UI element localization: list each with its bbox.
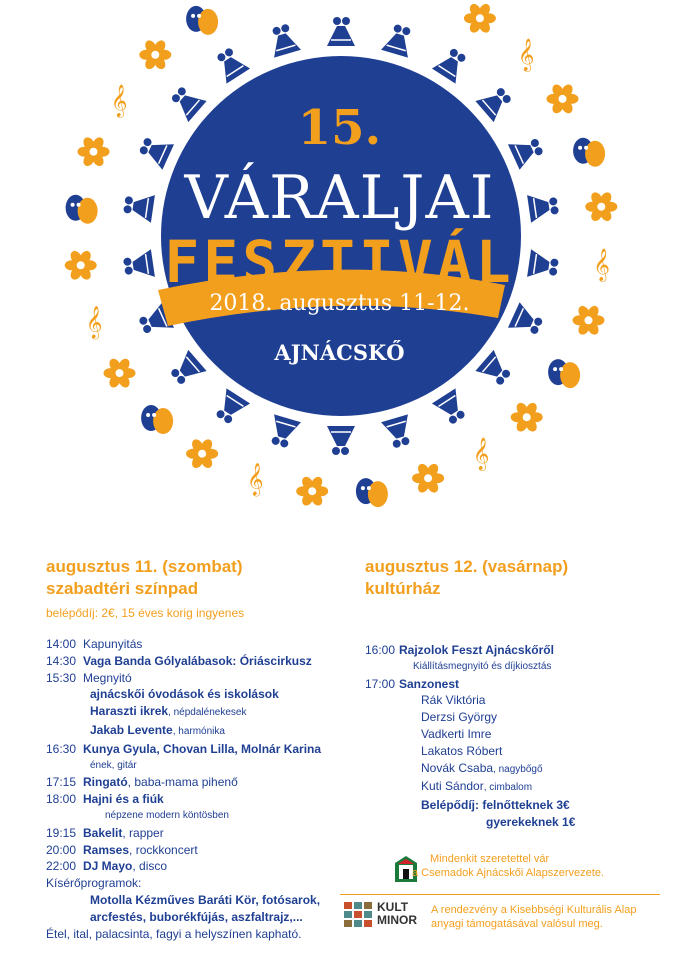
flower-icon <box>139 38 171 71</box>
side-program-line: Motolla Kézműves Baráti Kör, fotósarok, <box>90 892 321 907</box>
program-row: 20:00 Ramses , rockkoncert <box>46 842 198 857</box>
divider <box>340 894 660 895</box>
dancing-couple-icon <box>211 44 250 84</box>
svg-text:𝄞: 𝄞 <box>517 38 535 71</box>
dancing-couple-icon <box>211 388 250 428</box>
dancing-couple-icon <box>432 388 471 428</box>
dancing-couple-icon <box>432 44 471 84</box>
time: 16:00 <box>365 643 396 657</box>
time: 20:00 <box>46 842 77 857</box>
treble-clef-icon <box>473 437 490 471</box>
edition-number: 15. <box>297 100 382 156</box>
time: 14:00 <box>46 637 77 651</box>
flower-icon <box>511 401 543 434</box>
performer: Novák Csaba, nagybőgő <box>421 760 543 775</box>
time: 17:00 <box>365 676 396 691</box>
event: Kunya Gyula, Chovan Lilla, Molnár Karina <box>83 741 322 756</box>
time: 16:30 <box>46 741 77 756</box>
flower-icon <box>186 437 218 470</box>
time: 14:30 <box>46 653 77 668</box>
day2-venue: kultúrház <box>365 579 441 598</box>
theater-masks-icon <box>186 6 218 35</box>
festival-date: 2018. augusztus 11-12. <box>209 291 470 316</box>
treble-clef-icon <box>247 463 264 497</box>
event: Megnyitó <box>83 670 132 685</box>
festival-word: FESZTIVÁL <box>164 228 515 296</box>
svg-text:𝄞: 𝄞 <box>247 462 264 496</box>
time: 19:15 <box>46 825 77 840</box>
program-row: 18:00 Hajni és a fiúk <box>46 792 164 807</box>
time: 22:00 <box>46 859 77 874</box>
kultminor-logo: KULT MINOR <box>343 900 428 928</box>
performer: Vadkerti Imre <box>421 726 492 741</box>
svg-text:𝄞: 𝄞 <box>472 437 490 471</box>
dancing-couple-icon <box>381 22 416 58</box>
side-program-line: arcfestés, buborékfújás, aszfaltrajz,... <box>90 909 303 924</box>
dancing-couple-icon <box>327 426 355 455</box>
dancing-couple-icon <box>266 414 301 450</box>
program-row <box>46 636 346 653</box>
day1-venue: szabadtéri színpad <box>46 579 199 598</box>
flower-icon <box>464 2 496 35</box>
program-row: 17:15 Ringató , baba-mama pihenő <box>46 775 238 790</box>
svg-text:𝄞: 𝄞 <box>593 248 610 282</box>
food-note: Étel, ital, palacsinta, fagyi a helyszínen kapható. <box>46 926 302 941</box>
performer: Kuti Sándor, cimbalom <box>421 779 533 794</box>
svg-text:𝄞: 𝄞 <box>110 83 128 117</box>
dancing-couple-icon <box>266 22 301 58</box>
event: Kapunyitás <box>83 637 143 651</box>
event: Vaga Banda Gólyalábasok: Óriáscirkusz <box>83 653 312 668</box>
dancing-couple-icon <box>381 414 416 450</box>
program-row: 19:15 Bakelit , rapper <box>46 825 164 840</box>
performer: Derzsi György <box>421 710 498 725</box>
performer: Haraszti ikrek, népdalénekesek <box>90 704 247 719</box>
festival-title: VÁRALJAI <box>184 163 495 233</box>
program-row <box>46 653 346 670</box>
treble-clef-icon <box>518 38 535 72</box>
day2-title: augusztus 12. (vasárnap) <box>365 557 569 576</box>
time: 18:00 <box>46 792 77 807</box>
program-row <box>46 670 346 687</box>
price-line: gyerekeknek 1€ <box>486 814 576 829</box>
flower-icon <box>296 475 328 508</box>
performer: ajnácskői óvodások és iskolások <box>90 687 279 702</box>
theater-masks-icon <box>356 478 388 507</box>
dancing-couple-icon <box>327 17 355 46</box>
festival-place: AJNÁCSKŐ <box>274 340 405 365</box>
day1-program <box>46 556 346 942</box>
price-line: Belépődíj: felnőtteknek 3€ <box>421 798 570 813</box>
program-row: 22:00 DJ Mayo , disco <box>46 859 168 874</box>
program-row: 17:00 Sanzonest <box>365 676 460 691</box>
day2-program <box>365 556 665 831</box>
program-row <box>46 741 346 758</box>
kultminor-grid-icon <box>343 900 373 928</box>
event-note: Kiállításmegnyitó és díjkiosztás <box>413 660 552 672</box>
side-programs-title: Kísérőprogramok: <box>46 876 142 891</box>
time: 17:15 <box>46 775 77 790</box>
performer: Rák Viktória <box>421 693 486 708</box>
day1-entry: belépődíj: 2€, 15 éves korig ingyenes <box>46 606 245 620</box>
day1-title: augusztus 11. (szombat) <box>46 557 243 576</box>
program-row: 16:00 Rajzolok Feszt Ajnácskőről <box>365 643 554 657</box>
event-note: népzene modern köntösben <box>105 809 229 821</box>
svg-text:𝄞: 𝄞 <box>85 305 103 339</box>
performer: Jakab Levente, harmónika <box>90 722 225 737</box>
organizer-note: Mindenkit szeretettel vár a Csemadok Ajnácskői Alapszervezete. <box>412 853 604 879</box>
time: 15:30 <box>46 670 77 685</box>
support-note: A rendezvény a Kisebbségi Kulturális Alap anyagi támogatásával valósul meg. <box>431 904 637 930</box>
event-note: ének, gitár <box>90 759 137 771</box>
theater-masks-icon <box>141 405 173 434</box>
performer: Lakatos Róbert <box>421 743 503 758</box>
flower-icon <box>412 462 444 495</box>
